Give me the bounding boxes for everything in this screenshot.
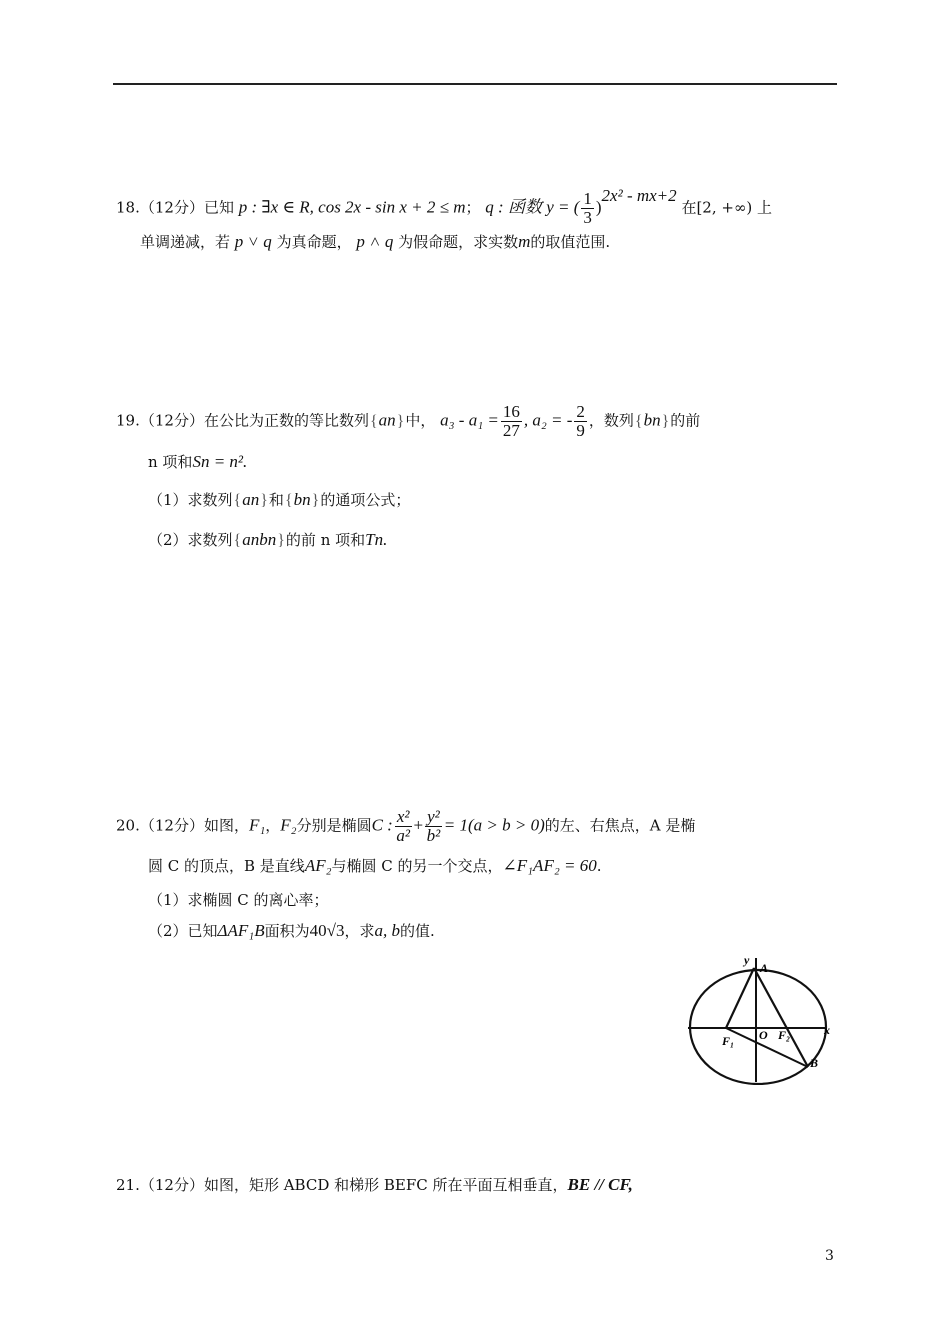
q20-line2 [148, 856, 602, 876]
q20-eq: = 1(a > b > 0) [443, 815, 545, 835]
q19-seq-b: bn [643, 410, 661, 430]
label-y: y [744, 953, 750, 967]
q19-p1-text2: 的通项公式； [320, 491, 411, 509]
q20-ab: a, b [374, 921, 400, 940]
q18-p-statement: p : ∃x ∈ R, cos 2x - sin x + 2 ≤ m [238, 197, 466, 217]
q20-frac-y [425, 808, 442, 845]
q18-separator: ； [465, 198, 481, 217]
q21-text: 如图，矩形 ABCD 和梯形 BEFC 所在平面互相垂直， [203, 1176, 568, 1194]
q18-number: 18. [116, 198, 140, 217]
q19-expr1: a₃ - a₁ = [440, 410, 499, 430]
q18-text5: 的取值范围. [530, 233, 611, 251]
q20-p2-text4: 的值. [399, 922, 435, 940]
q19-expr2: , a₂ = - [523, 410, 573, 430]
q19-score: （12分） [139, 411, 204, 430]
q19-text5: n 项和 [148, 453, 193, 471]
q19-number: 19. [116, 411, 140, 430]
q20-triangle: ΔAF₁B [217, 921, 265, 940]
label-a: A [760, 961, 769, 975]
q21-number: 21. [116, 1176, 140, 1194]
q19-seq-a: an [378, 410, 396, 430]
q19-text4: 的前 [670, 411, 701, 430]
q20-score: （12分） [139, 816, 204, 835]
q19-frac2 [574, 403, 587, 440]
q20-frac-x-den: a² [396, 826, 410, 845]
q19-p2-tn: Tn. [365, 530, 388, 549]
q19-line1: 19.（12分）在公比为正数的等比数列{an}中， a₃ - a₁ = $\frac{16}{27}$ , a₂ = - $\frac{2}{9}$ ，数列{bn}的前 [116, 402, 701, 440]
q18-text: 已知 [203, 198, 234, 217]
q20-p2-text2: 面积为 [264, 922, 310, 940]
q18-m: m [518, 232, 531, 251]
q19-part1: （1）求数列{an}和{bn}的通项公式； [148, 490, 411, 509]
q19-part2: （2）求数列{anbn}的前 n 项和Tn. [148, 530, 388, 549]
q20-frac-x [395, 808, 412, 845]
q19-frac1-den: 27 [502, 421, 520, 440]
q18-text4: 为假命题，求实数 [398, 233, 519, 251]
q19-p2-anbn: anbn [242, 530, 277, 549]
q19-sn: Sn = n². [192, 452, 248, 471]
page-number: 3 [825, 1248, 834, 1264]
q19-frac2-den: 9 [576, 421, 585, 440]
q19-p1-and: 和 [268, 491, 284, 509]
q21-line1 [116, 1175, 633, 1195]
q20-area: 40√3 [309, 921, 345, 940]
label-f1: F₁ [722, 1034, 735, 1048]
q18-exponent: 2x² - mx+2 [601, 185, 677, 205]
q20-part2 [148, 921, 435, 941]
q20-p1-text: （1）求椭圆 C 的离心率； [148, 891, 329, 909]
q20-line1 [116, 808, 695, 845]
q18-text2: 单调递减，若 [140, 233, 231, 251]
label-f2: F₂ [778, 1028, 791, 1042]
q19-frac1 [501, 403, 522, 440]
q18-p-or-q: p ˅ q [234, 232, 272, 251]
q20-p2-text3: ，求 [344, 922, 375, 940]
q20-angle: ∠F₁AF₂ = 60 [502, 856, 597, 875]
q18-frac-num: 1 [583, 189, 592, 208]
q20-comma: ， [265, 816, 281, 835]
header-rule [113, 83, 837, 85]
q19-text3: ，数列 [588, 411, 634, 430]
q20-f2: F₂ [280, 815, 297, 835]
line-af1 [726, 968, 754, 1028]
q20-text6: . [596, 857, 602, 875]
q20-p2-text: （2）已知 [148, 922, 218, 940]
q18-score: （12分） [139, 198, 204, 217]
q18-q-statement: q : 函数 y = ( [485, 197, 580, 217]
q19-p2-text: （2）求数列 [148, 531, 233, 549]
q20-af2: AF₂ [304, 856, 332, 875]
label-x: x [824, 1023, 830, 1037]
q18-line1: 18.（12分）已知 p : ∃x ∈ R, cos 2x - sin x + 2 ≤ m； q : 函数 y = ( $\frac{1}{3}$ )$^{2x^2 - mx+2}$ 在[2, +∞) 上 [116, 185, 773, 227]
q18-fraction [581, 190, 594, 227]
q19-frac1-num: 16 [502, 402, 520, 421]
q20-frac-y-num: y² [427, 807, 440, 826]
q18-p-and-q: p ˄ q [356, 232, 394, 251]
q21-score: （12分） [139, 1176, 204, 1194]
q20-frac-x-num: x² [396, 807, 410, 826]
q19-p2-text2: 的前 n 项和 [285, 531, 366, 549]
q19-text2: 中， [405, 411, 436, 430]
label-b: B [810, 1056, 819, 1070]
q20-plus: + [413, 815, 424, 835]
q19-line2 [148, 452, 247, 472]
q18-line2 [140, 232, 610, 252]
q20-text4: 圆 C 的顶点，B 是直线 [148, 857, 305, 875]
q19-text: 在公比为正数的等比数列 [203, 411, 369, 430]
q19-p1-an: an [242, 490, 260, 509]
q19-p1-bn: bn [293, 490, 311, 509]
q20-f1: F₁ [248, 815, 266, 835]
q20-text5: 与椭圆 C 的另一个交点， [331, 857, 503, 875]
q20-part1 [148, 890, 329, 910]
q21-expr: BE // CF, [567, 1175, 633, 1194]
q19-p1-text: （1）求数列 [148, 491, 233, 509]
q20-ellipse-c: C : [371, 815, 393, 835]
label-o: O [759, 1028, 768, 1042]
q18-interval-text: 在[2, +∞) 上 [681, 198, 773, 217]
q20-text: 如图， [203, 816, 249, 835]
q20-text3: 的左、右焦点，A 是椭 [544, 816, 696, 835]
q20-text2: 分别是椭圆 [296, 816, 372, 835]
ellipse-figure [686, 950, 836, 1085]
q19-frac2-num: 2 [576, 402, 585, 421]
q20-number: 20. [116, 816, 140, 835]
q18-frac-den: 3 [583, 208, 592, 227]
q18-text3: 为真命题， [276, 233, 352, 251]
q20-frac-y-den: b² [426, 826, 441, 845]
